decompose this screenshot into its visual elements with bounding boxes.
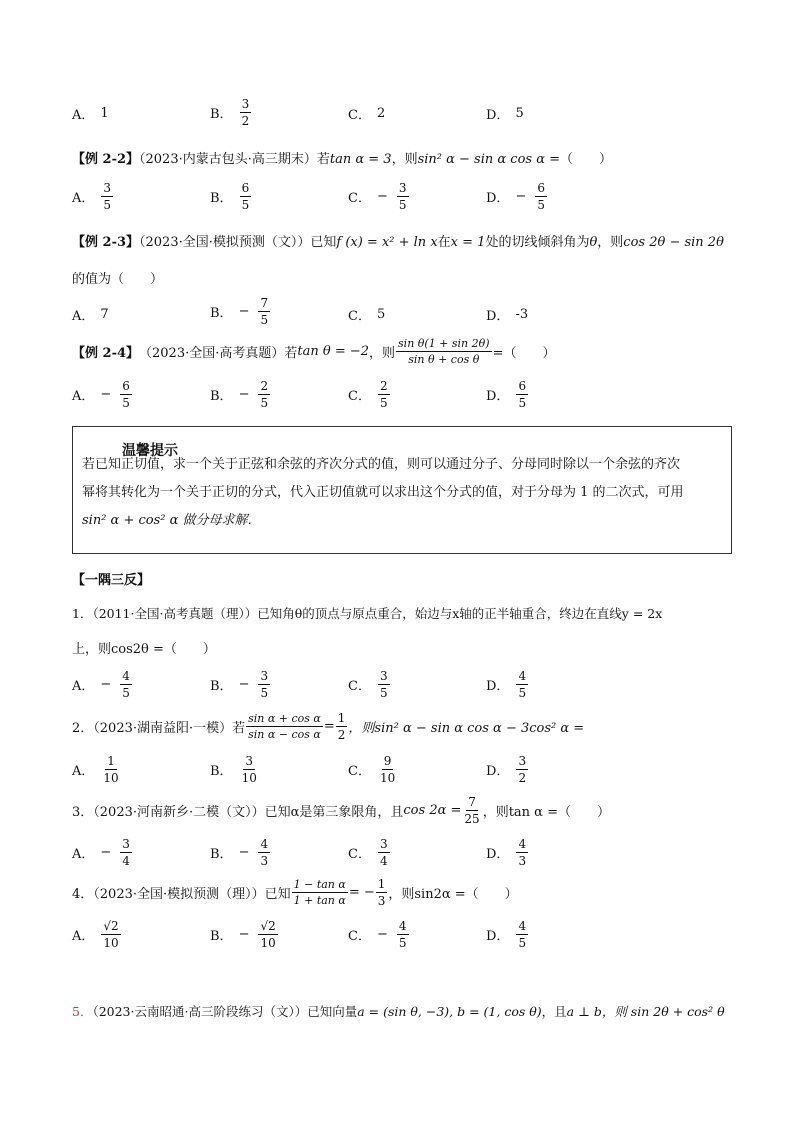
option-b: B． − $\frac{2}{5}$: [210, 379, 269, 410]
fraction: $\frac{3}{5}$: [398, 181, 407, 212]
fraction: $\frac{6}{5}$: [241, 181, 250, 212]
tip-line-2: 幂将其转化为一个关于正切的分式，代入正切值就可以求出这个分式的值，对于分母为 1 的二次式，可用: [82, 485, 684, 500]
example-2-4-stem: 【例 2-4】 （2023·全国·高考真题）若 tan θ = −2 ，则 $\frac{\text{sin θ(1 + sin 2θ)}}{\text{sin θ + cos θ}}$ =（ ）: [72, 337, 556, 366]
fraction: $\frac{6}{5}$: [537, 181, 545, 212]
problem-2-stem: 2．（2023·湖南益阳·一模）若 $\frac{\text{sin α + cos α}}{\text{sin α − cos α}}$ = $\frac{1}{2}$ ，则sin² α − sin α cos α − 3cos² α =: [72, 711, 585, 742]
problem-3-stem: 3．（2023·河南新乡·二模（文））已知α是第三象限角，且 cos 2α = $\frac{7}{25}$ ，则tan α =（ ）: [72, 795, 610, 826]
fraction: $\frac{1}{10}$: [103, 754, 119, 785]
fraction: $\frac{4}{5}$: [518, 919, 527, 950]
option-a: A． 1: [72, 106, 109, 123]
fraction: $\frac{4}{5}$: [122, 669, 130, 700]
option-c: C． 2: [348, 106, 386, 123]
fraction: $\frac{3}{5}$: [260, 669, 269, 700]
option-d: D． -3: [486, 307, 529, 324]
option-d: D． $\frac{4}{5}$: [486, 669, 527, 700]
fraction: $\frac{3}{2}$: [241, 97, 250, 128]
option-a: A． − $\frac{6}{5}$: [72, 379, 130, 410]
fraction: $\frac{3}{2}$: [518, 754, 527, 785]
option-b: B． − $\frac{3}{5}$: [210, 669, 269, 700]
fraction: $\frac{\text{sin α + cos α}}{\text{sin α − cos α}}$: [248, 712, 321, 741]
option-c: C． $\frac{3}{5}$: [348, 669, 388, 700]
fraction: $\frac{2}{5}$: [379, 379, 388, 410]
fraction: $\frac{3}{4}$: [379, 837, 388, 868]
fraction: $\frac{9}{10}$: [379, 754, 396, 785]
option-c: C． $\frac{3}{4}$: [348, 837, 388, 868]
option-c: C． − $\frac{3}{5}$: [348, 181, 407, 212]
option-d: D． $\frac{6}{5}$: [486, 379, 527, 410]
fraction: $\frac{2}{5}$: [260, 379, 269, 410]
fraction: $\frac{7}{25}$: [464, 795, 480, 826]
option-b: B． $\frac{3}{2}$: [210, 97, 250, 128]
fraction: $\frac{6}{5}$: [518, 379, 527, 410]
option-b: B． $\frac{6}{5}$: [210, 181, 250, 212]
fraction: $\frac{3}{5}$: [379, 669, 388, 700]
option-a: A． − $\frac{4}{5}$: [72, 669, 130, 700]
example-2-3-stem-line2: 的值为（ ）: [72, 272, 164, 287]
fraction: $\frac{3}{4}$: [122, 837, 130, 868]
option-a: A． $\frac{√2}{10}$: [72, 919, 119, 950]
option-b: B． − $\frac{4}{3}$: [210, 837, 269, 868]
fraction: $\frac{\text{sin θ(1 + sin 2θ)}}{\text{sin θ + cos θ}}$: [398, 337, 490, 366]
option-d: D． $\frac{4}{3}$: [486, 837, 527, 868]
option-a: A． − $\frac{3}{4}$: [72, 837, 130, 868]
option-c: C． − $\frac{4}{5}$: [348, 919, 407, 950]
fraction: $\frac{4}{5}$: [398, 919, 407, 950]
option-d: D． 5: [486, 106, 524, 123]
option-a: A． $\frac{1}{10}$: [72, 754, 119, 785]
fraction: $\frac{7}{5}$: [260, 296, 269, 327]
fraction: $\frac{1}{3}$: [377, 877, 386, 908]
fraction: $\frac{4}{3}$: [518, 837, 527, 868]
option-d: D． − $\frac{6}{5}$: [486, 181, 545, 212]
tip-title: 温馨提示: [122, 443, 178, 459]
option-d: D． $\frac{3}{2}$: [486, 754, 527, 785]
option-c: C． 5: [348, 307, 386, 324]
fraction: $\frac{3}{10}$: [241, 754, 257, 785]
problem-1-stem-line2: 上，则cos2θ =（ ）: [72, 642, 216, 657]
problem-5-stem: 5．（2023·云南昭通·高三阶段练习（文））已知向量a = (sin θ, −3), b = (1, cos θ)，且a ⊥ b，则 sin 2θ + cos² θ: [72, 1004, 725, 1019]
fraction: $\frac{1}{2}$: [337, 711, 346, 742]
example-2-3-stem: 【例 2-3】（2023·全国·模拟预测（文））已知f (x) = x² + ln x在x = 1处的切线倾斜角为θ，则cos 2θ − sin 2θ: [72, 235, 724, 250]
option-c: C． $\frac{2}{5}$: [348, 379, 388, 410]
problem-4-stem: 4．（2023·全国·模拟预测（理））已知 $\frac{\text{1 − tan α}}{\text{1 + tan α}}$ = − $\frac{1}{3}$ ，则sin2α =（ ）: [72, 877, 518, 908]
fraction: $\frac{√2}{10}$: [260, 919, 276, 950]
problem-1-stem: 1．（2011·全国·高考真题（理））已知角θ的顶点与原点重合，始边与x轴的正半轴重合，终边在直线y = 2x: [72, 606, 663, 621]
option-a: A． 7: [72, 307, 109, 324]
option-d: D． $\frac{4}{5}$: [486, 919, 527, 950]
option-b: B． $\frac{3}{10}$: [210, 754, 257, 785]
option-b: B． − $\frac{7}{5}$: [210, 296, 269, 327]
tip-line-3: sin² α + cos² α 做分母求解．: [82, 513, 261, 528]
fraction: $\frac{√2}{10}$: [103, 919, 119, 950]
example-2-2-stem: 【例 2-2】（2023·内蒙古包头·高三期末）若tan α = 3，则sin² α − sin α cos α =（ ）: [72, 152, 613, 167]
fraction: $\frac{\text{1 − tan α}}{\text{1 + tan α}}$: [293, 878, 346, 907]
fraction: $\frac{4}{5}$: [518, 669, 527, 700]
option-c: C． $\frac{9}{10}$: [348, 754, 396, 785]
fraction: $\frac{3}{5}$: [103, 181, 112, 212]
option-b: B． − $\frac{√2}{10}$: [210, 919, 276, 950]
fraction: $\frac{6}{5}$: [122, 379, 130, 410]
tip-line-1: 若已知正切值，求一个关于正弦和余弦的齐次分式的值，则可以通过分子、分母同时除以一个余弦的齐次: [82, 457, 681, 472]
section-heading: 【一隅三反】: [72, 573, 151, 588]
option-a: A． $\frac{3}{5}$: [72, 181, 112, 212]
fraction: $\frac{4}{3}$: [260, 837, 269, 868]
